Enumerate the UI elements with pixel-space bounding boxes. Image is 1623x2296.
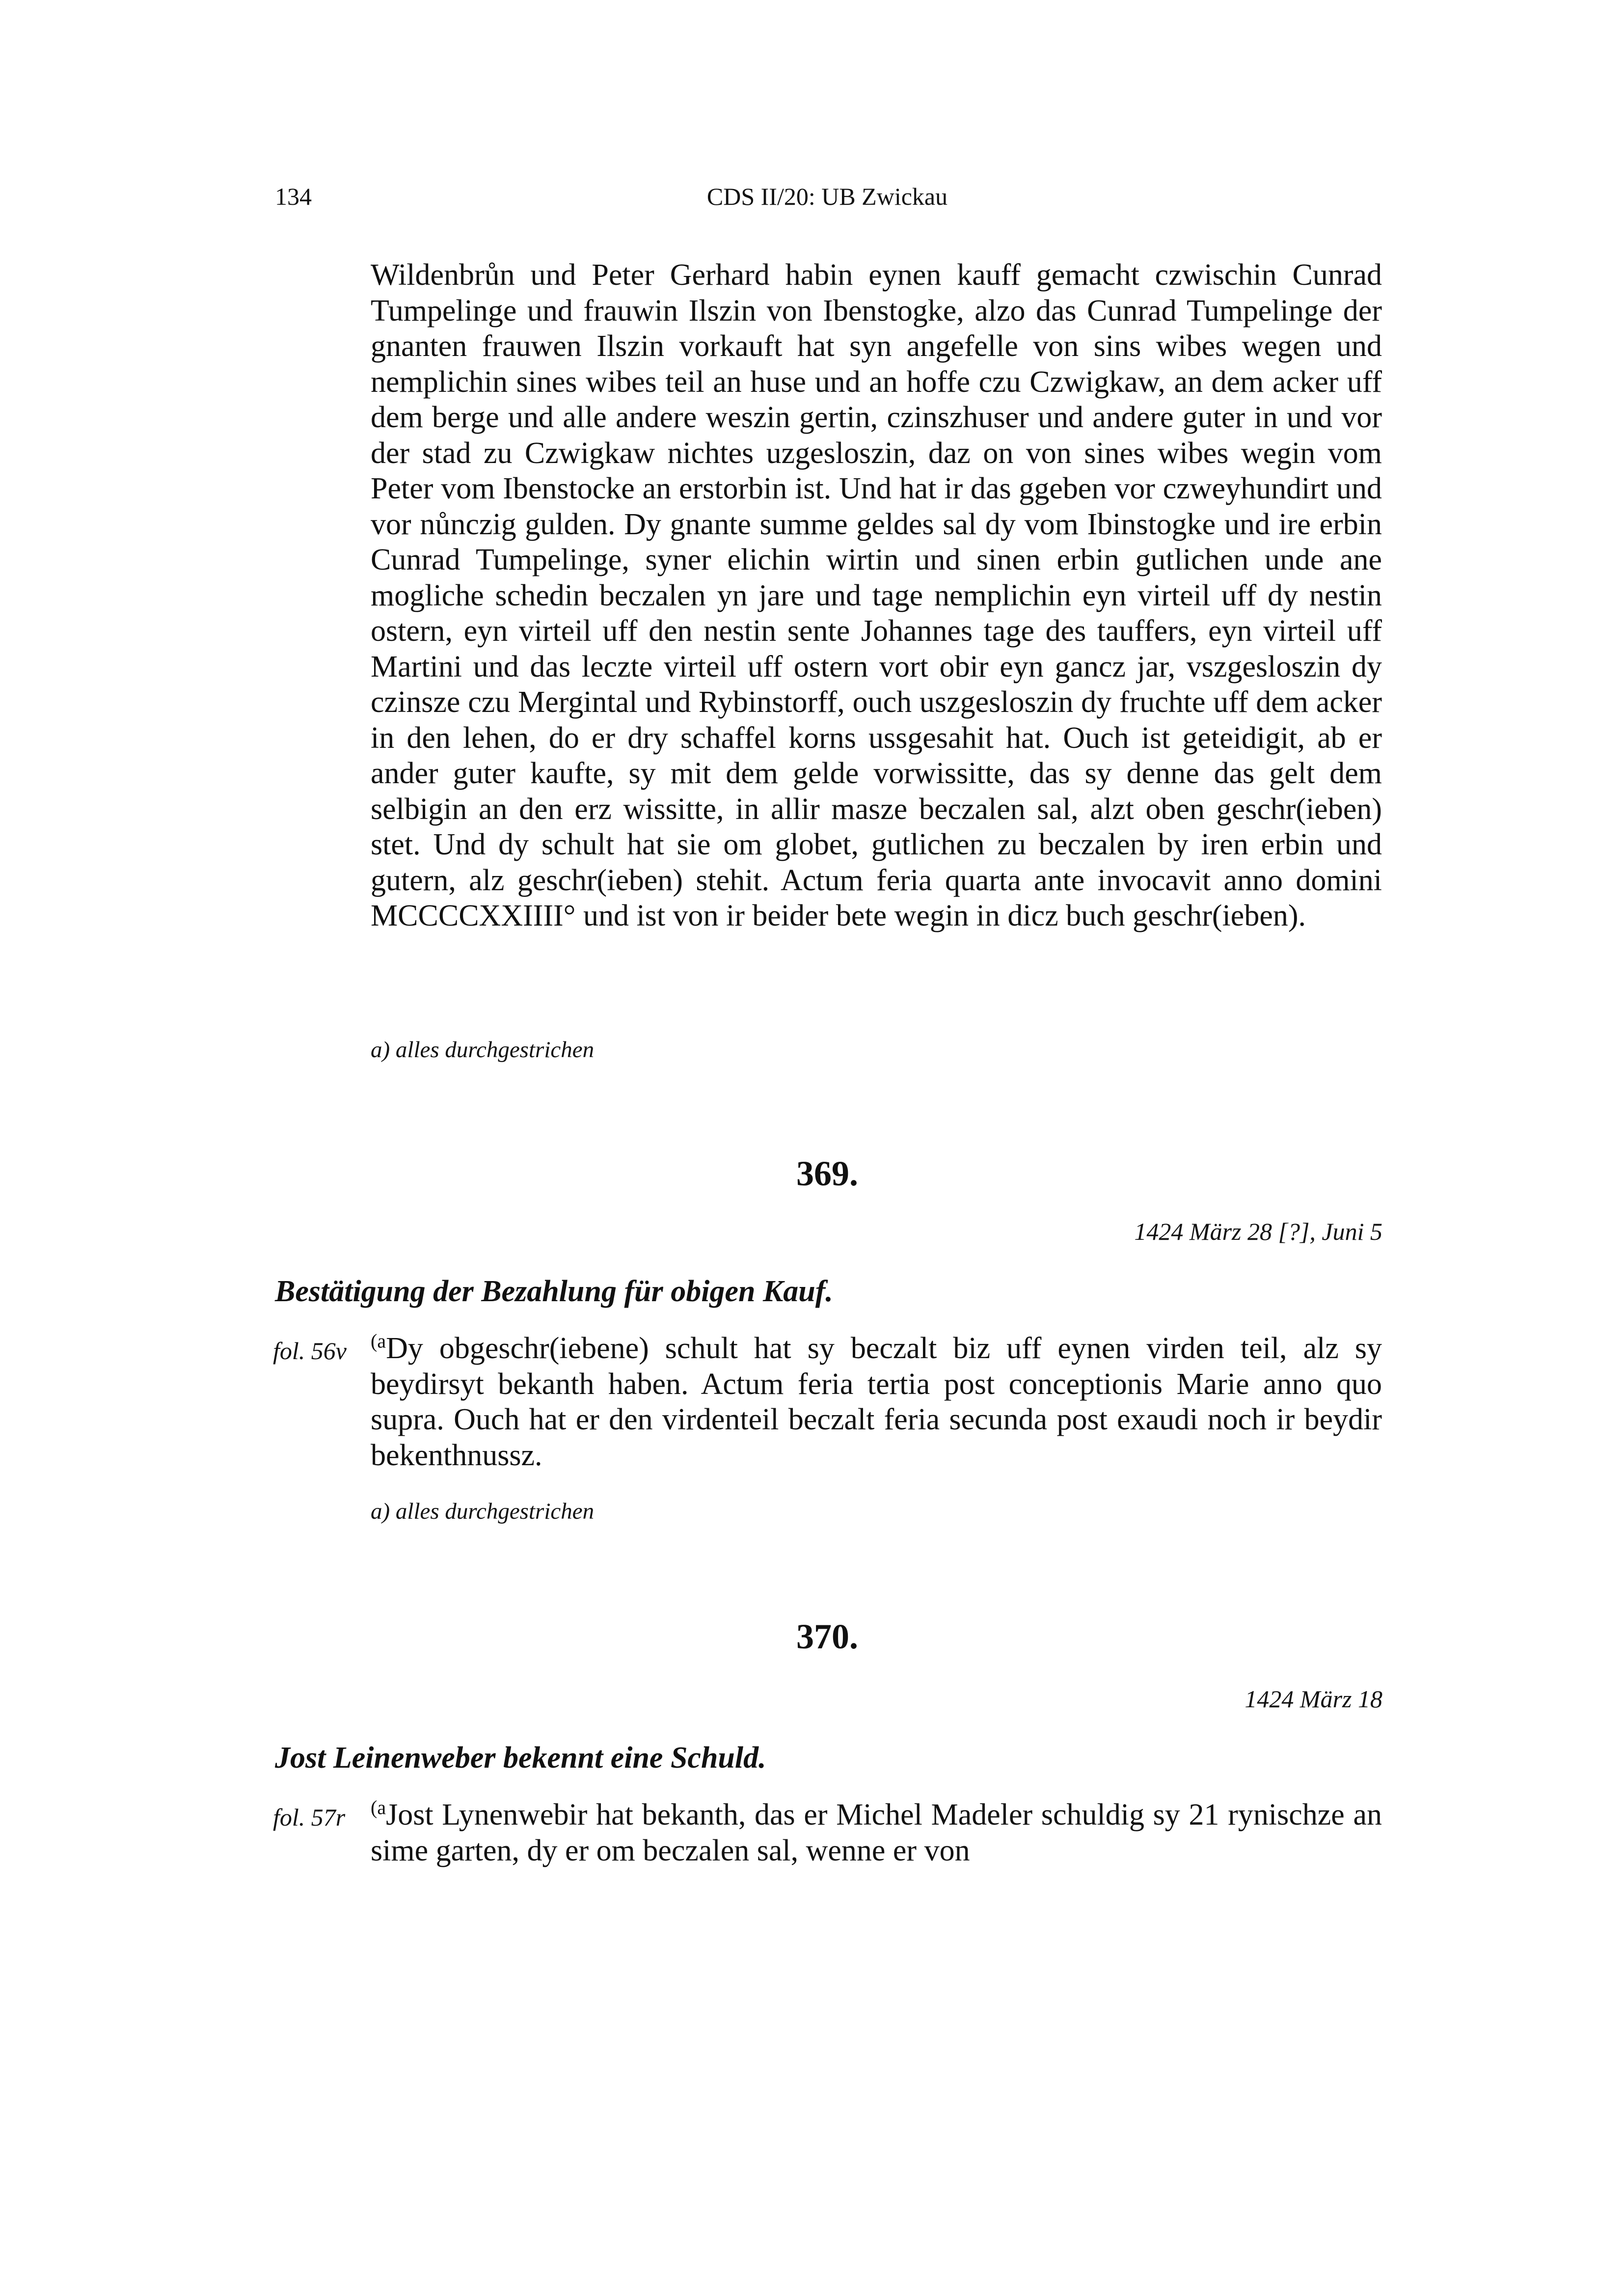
entry-370-folio: fol. 57r <box>273 1804 346 1831</box>
entry-370-heading: Jost Leinenweber bekennt eine Schuld. <box>275 1741 766 1775</box>
entry-369-date: 1424 März 28 [?], Juni 5 <box>1134 1218 1382 1245</box>
entry-369-folio: fol. 56v <box>273 1337 347 1365</box>
entry-368-footnote: a) alles durchgestrichen <box>371 1037 595 1063</box>
entry-370-number: 370. <box>796 1617 858 1656</box>
entry-368-text: Wildenbrůn und Peter Gerhard habin eynen kauff gemacht czwischin Cunrad Tumpelinge und frauwin Ilszin von Ibenstogke, alzo das Cunrad Tumpelinge der gnanten frauwen Ilszin vorkauft hat syn angefelle von sins wibes wegen und nemplichin sines wibes teil an huse und an hoffe czu Czwigkaw, an dem acker uff dem berge und alle andere weszin gertin, czinszhuser und andere guter in und vor der stad zu Czwigkaw nichtes uzgesloszin, daz on von sines wibes wegin vom Peter vom Ibenstocke an erstorbin ist. Und hat ir das ggeben vor czweyhundirt und vor nůnczig gulden. Dy gnante summe geldes sal dy vom Ibinstogke und ire erbin Cunrad Tumpelinge, syner elichin wirtin und sinen erbin gutlichen unde ane mogliche schedin beczalen yn jare und tage nemplichin eyn virteil uff dy nestin ostern, eyn virteil uff den nestin sente Johannes tage des tauffers, eyn virteil uff Martini und das leczte virteil uff ostern vort obir eyn gancz jar, vszgesloszin dy czinsze czu Mergintal und Rybinstorff, ouch uszgesloszin dy fruchte uff dem acker in den lehen, do er dry schaffel korns ussgesahit hat. Ouch ist geteidigit, ab er ander guter kaufte, sy mit dem gelde vorwissitte, das sy denne das gelt dem selbigin an den erz wissitte, in allir masze beczalen sal, alzt oben geschr(ieben) stet. Und dy schult hat sie om globet, gutlichen zu beczalen by iren erbin und gutern, alz geschr(ieben) stehit. Actum feria quarta ante invocavit anno domini MCCCCXXIIII° und ist von ir beider bete wegin in dicz buch geschr(ieben). <box>371 258 1382 932</box>
entry-370-date: 1424 März 18 <box>1244 1685 1382 1713</box>
entry-369-heading: Bestätigung der Bezahlung für obigen Kauf. <box>275 1275 833 1308</box>
entry-369-footnote: a) alles durchgestrichen <box>371 1499 595 1524</box>
entry-369-note-mark: (a <box>371 1330 386 1352</box>
entry-370-note-mark: (a <box>371 1796 386 1819</box>
running-head <box>275 179 1380 214</box>
entry-369-text-body: Dy obgeschr(iebene) schult hat sy beczalt biz uff eynen virden teil, alz sy beydirsyt bekanth haben. Actum feria tertia post conceptionis Marie anno quo supra. Ouch hat er den virdenteil beczalt feria secunda post exaudi noch ir beydir bekenthnussz. <box>371 1332 1382 1472</box>
entry-370-text-body: Jost Lynenwebir hat bekanth, das er Michel Madeler schuldig sy 21 rynischze an sime garten, dy er om beczalen sal, wenne er von <box>371 1798 1382 1867</box>
running-title: CDS II/20: UB Zwickau <box>706 183 948 210</box>
page-number: 134 <box>275 183 312 210</box>
entry-369-text <box>371 1331 1382 1473</box>
entry-369-number: 369. <box>796 1154 858 1193</box>
entry-370-text <box>371 1797 1382 1868</box>
